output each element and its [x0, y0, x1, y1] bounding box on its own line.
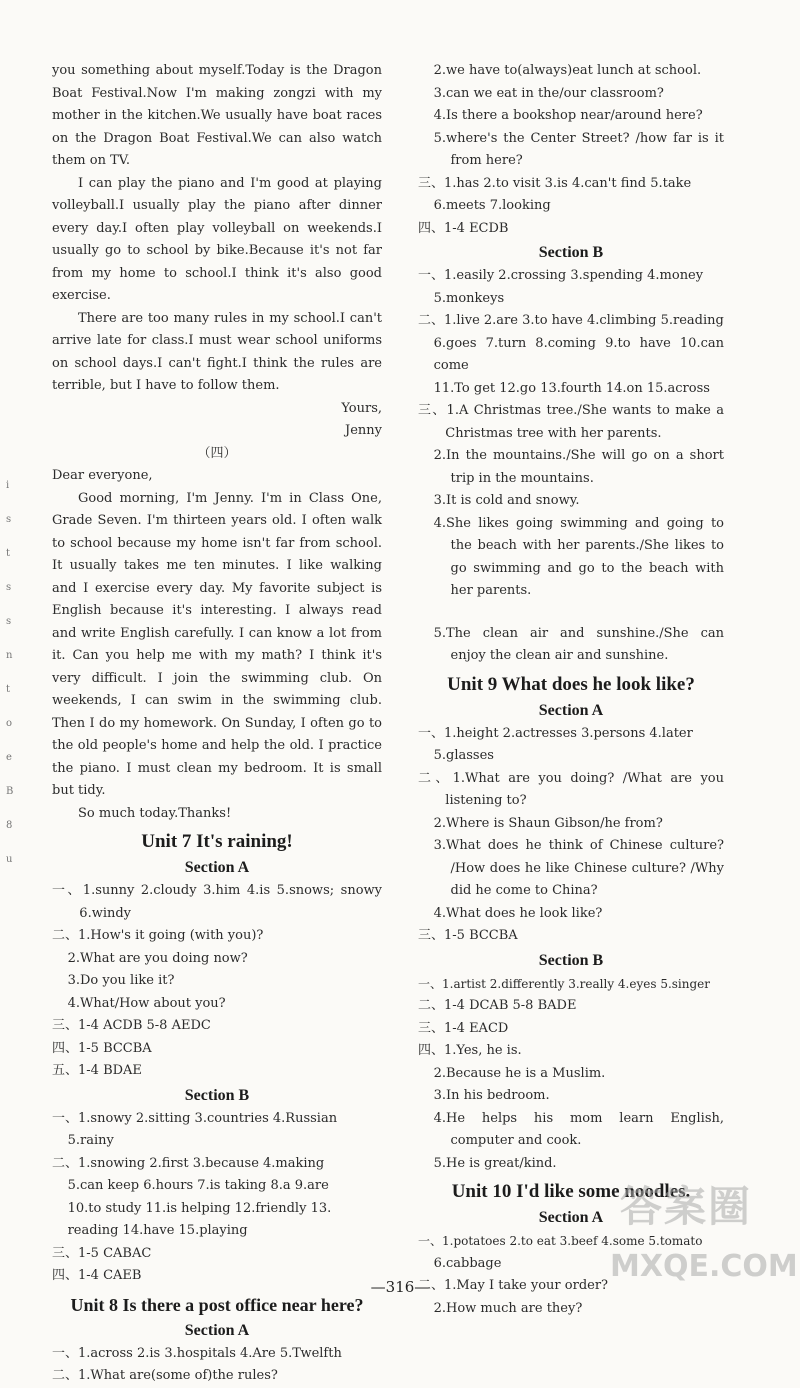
answer-line: 4.What does he look like?: [433, 905, 603, 921]
section-title: Section A: [184, 859, 250, 876]
answer-line: 二、1.What are(some of)the rules?: [52, 1368, 278, 1383]
answer-line: 2.In the mountains./She will go on a short trip in the mountains.: [433, 448, 724, 486]
answer-line: 一、1.snowy 2.sitting 3.countries 4.Russian: [52, 1110, 338, 1126]
section-title: Section B: [184, 1086, 250, 1104]
margin-mark: t: [6, 684, 11, 695]
answer-line: 5.rainy: [67, 1133, 114, 1148]
margin-mark: t: [6, 548, 11, 559]
letter-para: There are too many rules in my school.I can't arrive late for class.I must wear school uniforms on school days.I can't fight.I think the rules are terrible, but I have to follow them.: [52, 310, 382, 393]
answer-line: 5.He is great/kind.: [433, 1155, 557, 1171]
answer-line: 一、1.height 2.actresses 3.persons 4.later: [418, 725, 693, 741]
unit-title: Unit 9 What does he look like?: [447, 673, 695, 695]
answer-line: 二、1.What are you doing? /What are you listening to?: [418, 770, 724, 808]
answer-line: 2.How much are they?: [433, 1300, 583, 1316]
answer-line: 5.monkeys: [433, 290, 505, 306]
letter-para: you something about myself.Today is the Dragon Boat Festival.Now I'm making zongzi with my mother in the kitchen.We usually have boat races on the Dragon Boat Festival.We can also watch them on TV.: [52, 63, 382, 168]
answer-line: 二、1.snowing 2.first 3.because 4.making: [52, 1155, 325, 1171]
answer-line: 4.What/How about you?: [67, 995, 226, 1011]
answer-line: 6.cabbage: [433, 1255, 502, 1271]
section-title: Section B: [538, 951, 604, 969]
right-column: [418, 60, 724, 1320]
margin-mark: i: [6, 480, 10, 491]
margin-mark: o: [6, 718, 13, 729]
margin-mark: 8: [6, 820, 13, 831]
answer-line: 5.glasses: [433, 748, 494, 763]
answer-line: 一、1.across 2.is 3.hospitals 4.Are 5.Twelfth: [52, 1345, 342, 1361]
answer-line: 四、1.Yes, he is.: [418, 1043, 522, 1058]
answer-line: 11.To get 12.go 13.fourth 14.on 15.across: [433, 380, 710, 396]
watermark-logo: [600, 1182, 798, 1306]
margin-mark: n: [6, 650, 13, 661]
letter-signature: Jenny: [345, 423, 382, 438]
letter-para: Good morning, I'm Jenny. I'm in Class One, Grade Seven. I'm thirteen years old. I often walk to school because my home isn't far from school. It usually takes me ten minutes. I like walking and I exercise every day. My favorite subject is English because it's interesting. I always read and write English carefully. I can know a lot from it. Can you help me with my math? I think it's very difficult. I join the swimming club. On weekends, I can swim in the swimming club. Then I do my homework. On Sunday, I often go to the old people's home and help the old. I practice the piano. I must clean my bedroom. It is small but tidy.: [52, 490, 382, 798]
answer-line: 3.What does he think of Chinese culture? /How does he like Chinese culture? /Why did he come to China?: [433, 838, 724, 898]
answer-line: 3.It is cold and snowy.: [433, 493, 580, 508]
margin-mark: e: [6, 752, 12, 763]
answer-line: 一、1.potatoes 2.to eat 3.beef 4.some 5.tomato: [418, 1234, 703, 1248]
part-heading: （四）: [197, 445, 237, 461]
answer-line: 三、1-5 CABAC: [52, 1245, 152, 1261]
answer-line: 三、1-4 ACDB 5-8 AEDC: [52, 1018, 211, 1033]
unit-title: Unit 10 I'd like some noodles.: [451, 1181, 691, 1202]
salutation: Dear everyone,: [52, 468, 153, 483]
answer-line: 一、1.easily 2.crossing 3.spending 4.money: [418, 268, 704, 283]
answer-line: 二、1.May I take your order?: [418, 1278, 609, 1293]
section-title: Section B: [538, 244, 604, 261]
answer-line: 6.goes 7.turn 8.coming 9.to have 10.can come: [433, 335, 724, 373]
margin-mark: s: [6, 582, 12, 593]
answer-line: 4.He helps his mom learn English, computer and cook.: [433, 1110, 724, 1148]
answer-line: 三、1.has 2.to visit 3.is 4.can't find 5.take: [418, 175, 692, 191]
left-column: [52, 60, 382, 1388]
section-title: Section A: [184, 1321, 250, 1339]
answer-line: 2.Because he is a Muslim.: [433, 1065, 606, 1081]
answer-line: 三、1.A Christmas tree./She wants to make a Christmas tree with her parents.: [418, 403, 724, 441]
answer-line: reading 14.have 15.playing: [67, 1223, 248, 1238]
answer-line: 三、1-5 BCCBA: [418, 928, 518, 943]
answer-line: 二、1-4 DCAB 5-8 BADE: [418, 998, 577, 1013]
answer-line: 二、1.How's it going (with you)?: [52, 928, 264, 943]
margin-mark: s: [6, 514, 12, 525]
section-title: Section A: [538, 1209, 604, 1226]
answer-line: 5.The clean air and sunshine./She can enjoy the clean air and sunshine.: [433, 625, 724, 663]
answer-line: 3.can we eat in the/our classroom?: [433, 85, 664, 101]
letter-para: I can play the piano and I'm good at playing volleyball.I usually play the piano after dinner every day.I often play volleyball on weekends.I usually go to school by bike.Because it's not far from my home to school.I think it's also good exercise.: [52, 175, 382, 303]
answer-line: 6.meets 7.looking: [433, 198, 551, 213]
answer-line: 2.What are you doing now?: [67, 950, 248, 966]
answer-line: 10.to study 11.is helping 12.friendly 13.: [67, 1200, 332, 1216]
letter-closing: Yours,: [341, 400, 382, 416]
binding-margin-marks: [6, 480, 20, 888]
watermark-url: MXQE.COM: [610, 1249, 798, 1284]
section-title: Section A: [538, 701, 604, 719]
answer-line: 5.where's the Center Street? /how far is it from here?: [433, 130, 724, 168]
unit-title: Unit 7 It's raining!: [141, 831, 293, 852]
answer-line: 一、1.artist 2.differently 3.really 4.eyes 5.singer: [418, 976, 711, 991]
unit-title: Unit 8 Is there a post office near here?: [70, 1294, 364, 1315]
answer-line: 2.we have to(always)eat lunch at school.: [433, 63, 702, 78]
answer-line: 4.She likes going swimming and going to the beach with her parents./She likes to go swimming and go to the beach with her parents.: [433, 515, 724, 598]
answer-line: 四、1-4 ECDB: [418, 220, 509, 236]
answer-line: 2.Where is Shaun Gibson/he from?: [433, 815, 663, 831]
answer-line: 三、1-4 EACD: [418, 1020, 509, 1036]
answer-line: 四、1-4 CAEB: [52, 1268, 142, 1283]
margin-mark: s: [6, 616, 12, 627]
margin-mark: u: [6, 854, 13, 865]
answer-line: 3.In his bedroom.: [433, 1088, 550, 1103]
answer-line: 二、1.live 2.are 3.to have 4.climbing 5.reading: [418, 313, 724, 328]
margin-mark: B: [6, 786, 14, 797]
watermark-chars: 答案圈: [620, 1182, 753, 1231]
page-number: —316—: [370, 1278, 430, 1296]
answer-line: 一、1.sunny 2.cloudy 3.him 4.is 5.snows; snowy 6.windy: [52, 883, 382, 921]
letter-para: So much today.Thanks!: [78, 805, 232, 821]
answer-line: 5.can keep 6.hours 7.is taking 8.a 9.are: [67, 1178, 329, 1193]
answer-line: 四、1-5 BCCBA: [52, 1040, 152, 1056]
answer-line: 3.Do you like it?: [67, 973, 175, 988]
answer-line: 五、1-4 BDAE: [52, 1063, 142, 1078]
answer-line: 4.Is there a bookshop near/around here?: [433, 108, 703, 123]
